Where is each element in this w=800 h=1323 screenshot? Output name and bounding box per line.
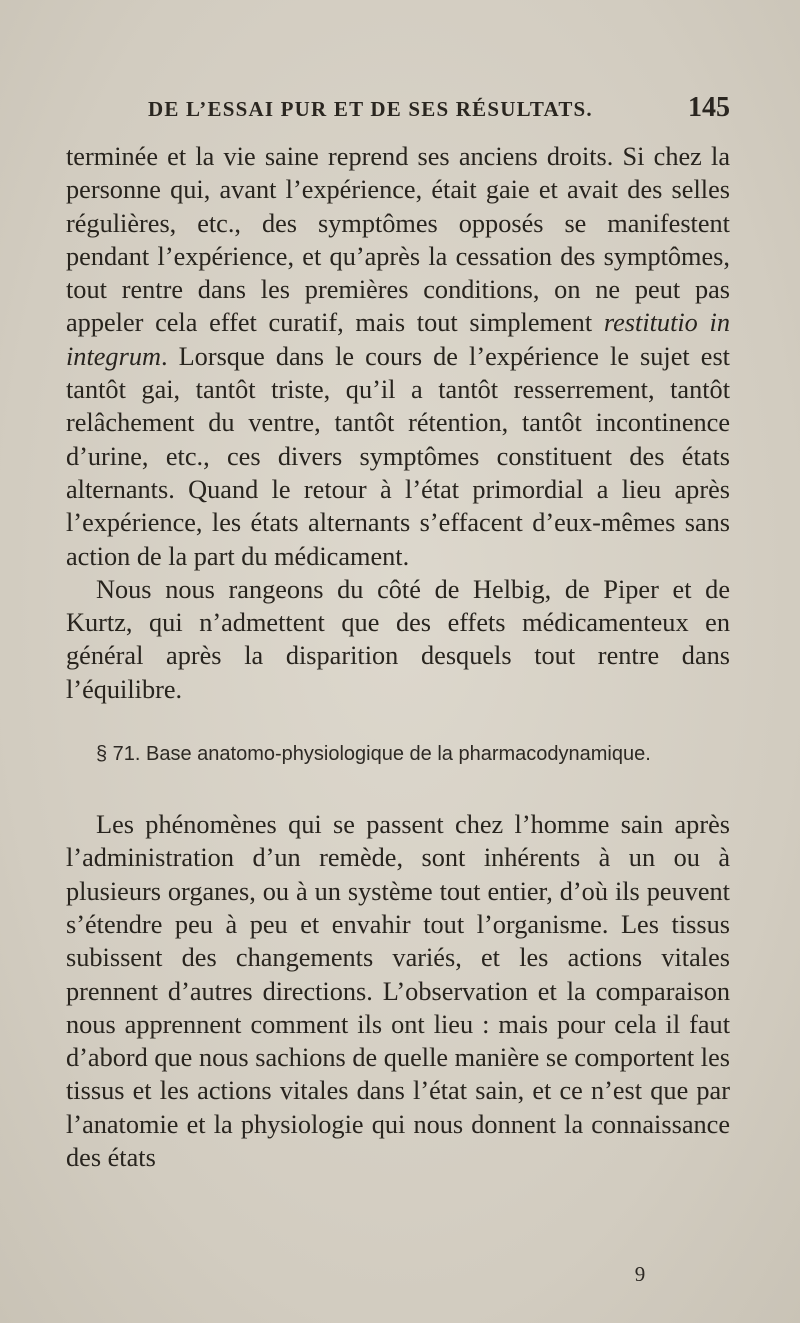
paragraph-continuation xyxy=(66,140,730,573)
paragraph-text: terminée et la vie saine reprend ses anciens droits. Si chez la personne qui, avant l’expérience, était gaie et avait des selles régulières, etc., des symptômes opposés se manifestent pendant l’expérience, et qu’après la cessation des symptômes, tout rentre dans les premières conditions, on ne peut pas appeler cela effet curatif, mais tout simplement xyxy=(66,142,730,338)
paragraph: Nous nous rangeons du côté de Helbig, de Piper et de Kurtz, qui n’admettent que des effets médicamenteux en général après la disparition desquels tout rentre dans l’équilibre. xyxy=(66,574,730,704)
body-text xyxy=(66,140,730,1174)
signature-mark: 9 xyxy=(634,1262,646,1286)
latin-phrase: restitutio in integrum xyxy=(66,308,730,371)
page-number: 145 xyxy=(688,92,730,123)
paragraph: Les phénomènes qui se passent chez l’homme sain après l’administration d’un remède, sont inhérents à un ou à plusieurs organes, ou à un système tout entier, d’où ils peuvent s’étendre peu à peu et envahir tout l’organisme. Les tissus subissent des changements variés, et les actions vitales prennent d’autres directions. L’observation et la comparaison nous apprennent comment ils ont lieu : mais pour cela il faut d’abord que nous sachions de quelle manière se comportent les tissus et les actions vitales dans l’état sain, et ce n’est que par l’anatomie et la physiologie qui nous donnent la connaissance des états xyxy=(66,810,730,1173)
section-heading: § 71. Base anatomo-physiologique de la pharmacodynamique. xyxy=(96,743,651,766)
page-header xyxy=(148,92,730,128)
running-head: DE L’ESSAI PUR ET DE SES RÉSULTATS. xyxy=(148,97,593,121)
paragraph-text: . Lorsque dans le cours de l’expérience le sujet est tantôt gai, tantôt triste, qu’il a tantôt resserrement, tantôt relâchement du ventre, tantôt rétention, tantôt incontinence d’urine, etc., ces divers symptômes constituent des états alternants. Quand le retour à l’état primordial a lieu après l’expérience, les états alternants s’effacent d’eux-mêmes sans action de la part du médicament. xyxy=(66,341,730,571)
